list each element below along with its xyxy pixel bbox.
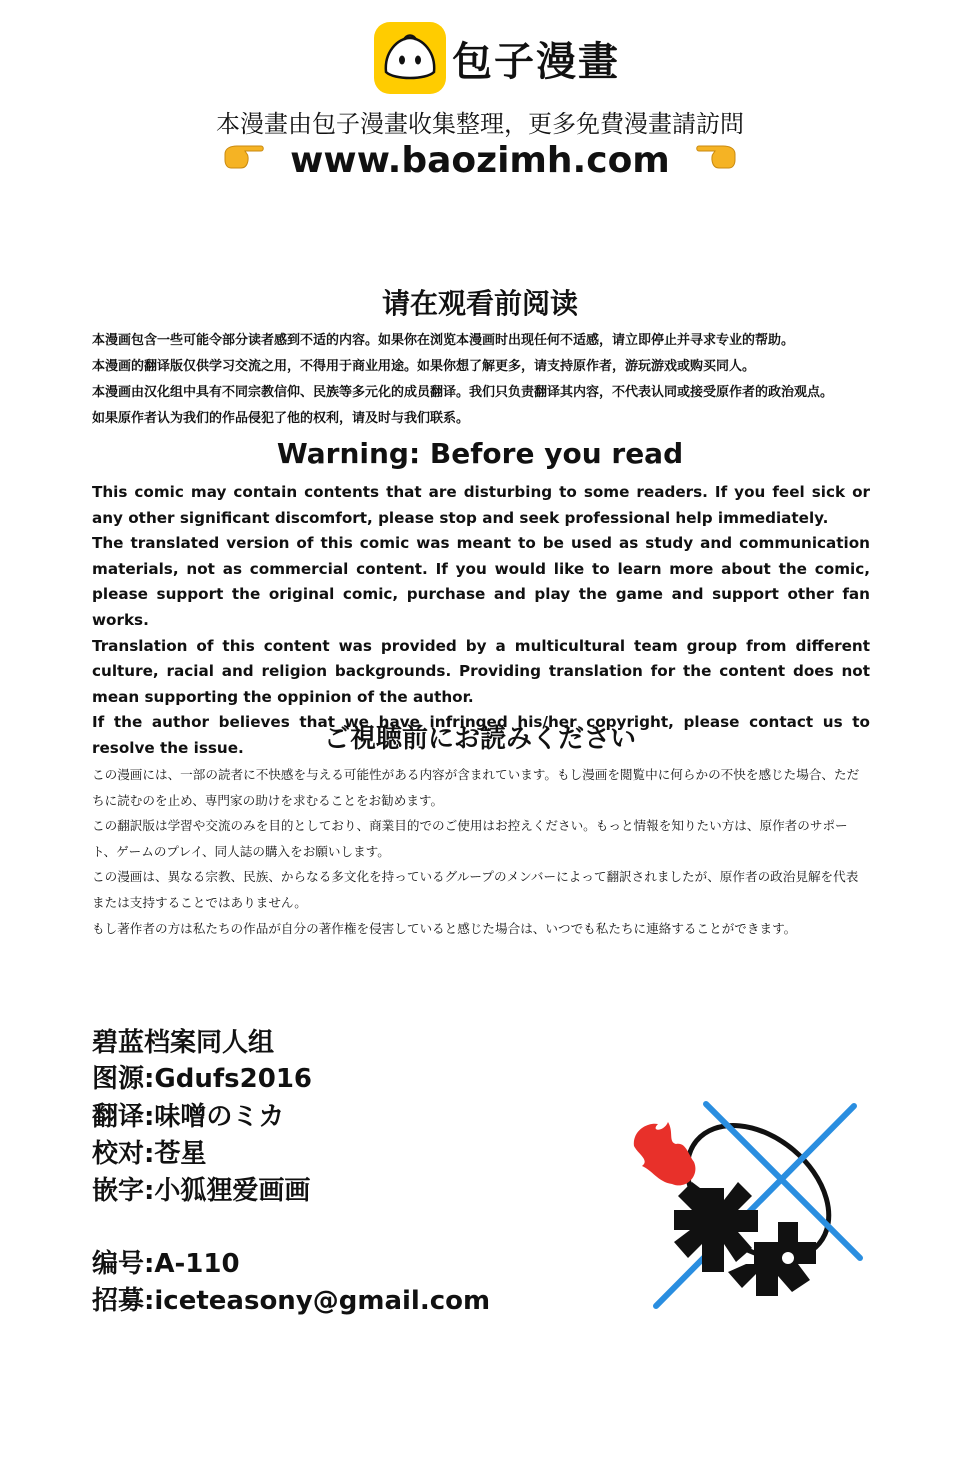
notice-ja-paragraph: この翻訳版は学習や交流のみを目的としており、商業目的でのご使用はお控えください。もっと情報を知りたい方は、原作者のサポート、ゲームのプレイ、同人誌の購入をお願いします。: [92, 818, 848, 859]
notice-zh-paragraph: 本漫画包含一些可能令部分读者感到不适的内容。如果你在浏览本漫画时出现任何不适感，请立即停止并寻求专业的帮助。: [92, 333, 795, 348]
notice-en-paragraph: If the author believes that we have infringed his/her copyright, please contact us to resolve the issue.: [92, 713, 870, 757]
notice-ja-paragraph: この漫画には、一部の読者に不快感を与える可能性がある内容が含まれています。もし漫画を閲覧中に何らかの不快を感じた場合、ただちに読むのを止め、専門家の助けを求むることをお勧めます。: [92, 767, 860, 808]
notice-en-paragraph: The translated version of this comic was meant to be used as study and communication materials, not as commercial content. If you would like to learn more about the comic, please support the original comic, purchase and play the game and support other fan works.: [92, 534, 870, 629]
notice-zh-paragraph: 本漫画的翻译版仅供学习交流之用，不得用于商业用途。如果你想了解更多，请支持原作者，游玩游戏或购买同人。: [92, 359, 756, 374]
notice-en-paragraph: This comic may contain contents that are disturbing to some readers. If you feel sick or any other significant discomfort, please stop and seek professional help immediately.: [92, 483, 870, 527]
notice-zh-body: [92, 328, 870, 432]
notice-zh-paragraph: 本漫画由汉化组中具有不同宗教信仰、民族等多元化的成员翻译。我们只负责翻译其内容，不代表认同或接受原作者的政治观点。: [92, 385, 834, 400]
pointing-hand-left-icon: [695, 140, 739, 181]
credit-number: 编号:A-110: [92, 1249, 240, 1279]
credit-source: 图源:Gdufs2016: [92, 1064, 313, 1094]
credit-translation: 翻译:味噌のミカ: [92, 1102, 285, 1132]
url-row: [0, 138, 960, 181]
site-url-link[interactable]: www.baozimh.com: [290, 139, 670, 181]
notice-zh-paragraph: 如果原作者认为我们的作品侵犯了他的权利，请及时与我们联系。: [92, 411, 470, 426]
credit-recruit[interactable]: 招募:iceteasony@gmail.com: [92, 1286, 491, 1316]
brand-name: 包子漫畫: [452, 39, 620, 85]
credit-proofreading: 校对:苍星: [92, 1139, 207, 1169]
promo-text: 本漫畫由包子漫畫收集整理，更多免費漫畫請訪問: [216, 110, 744, 138]
notice-ja-body: [92, 762, 870, 941]
group-logo-icon: [628, 1092, 868, 1322]
notice-en-title: Warning: Before you read: [276, 437, 684, 470]
notice-en-paragraph: Translation of this content was provided by a multicultural team group from different culture, racial and religion backgrounds. Providing translation for the content does not mean supporting the oppinion of the author.: [92, 636, 870, 706]
notice-ja-paragraph: もし著作者の方は私たちの作品が自分の著作権を侵害していると感じた場合は、いつでも私たちに連絡することができます。: [92, 920, 797, 936]
credit-group: 碧蓝档案同人组: [92, 1028, 275, 1058]
pointing-hand-right-icon: [221, 140, 265, 181]
notice-ja-paragraph: この漫画は、異なる宗教、民族、からなる多文化を持っているグループのメンバーによって翻訳されましたが、原作者の政治見解を代表または支持することではありません。: [92, 869, 859, 910]
notice-zh-title: 请在观看前阅读: [381, 287, 578, 320]
credit-typesetting: 嵌字:小狐狸爱画画: [92, 1176, 311, 1206]
baozi-logo-icon: [374, 22, 446, 94]
notice-ja-title: ご視聴前にお読みください: [323, 724, 636, 754]
